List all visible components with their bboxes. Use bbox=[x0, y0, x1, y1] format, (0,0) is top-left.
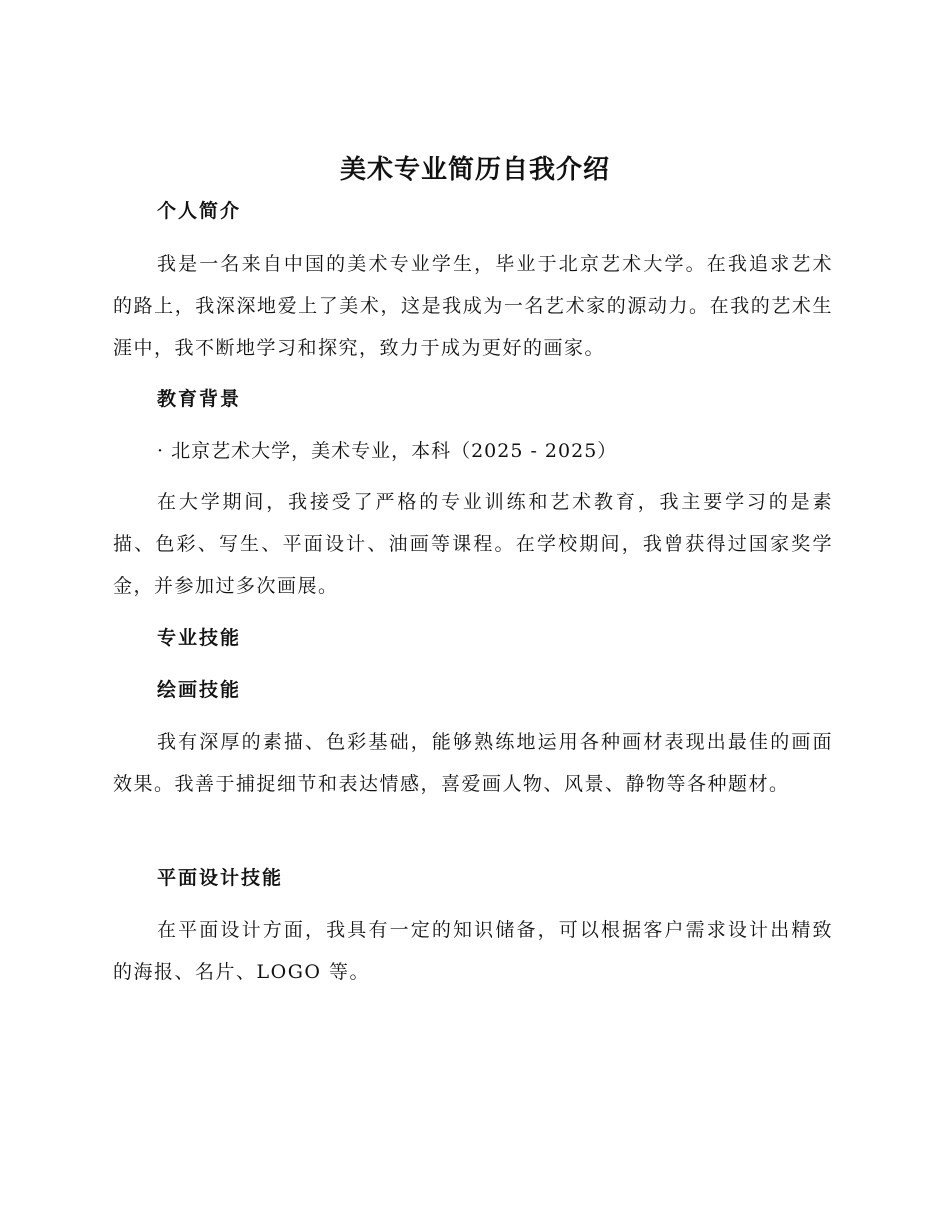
painting-paragraph: 我有深厚的素描、色彩基础，能够熟练地运用各种画材表现出最佳的画面效果。我善于捕捉细节和表达情感，喜爱画人物、风景、静物等各种题材。 bbox=[113, 731, 833, 795]
subsection-heading-painting: 绘画技能 bbox=[157, 679, 242, 701]
design-paragraph: 在平面设计方面，我具有一定的知识储备，可以根据客户需求设计出精致的海报、名片、LOGO 等。 bbox=[113, 919, 833, 983]
education-paragraph: 在大学期间，我接受了严格的专业训练和艺术教育，我主要学习的是素描、色彩、写生、平面设计、油画等课程。在学校期间，我曾获得过国家奖学金，并参加过多次画展。 bbox=[113, 491, 833, 597]
education-bullet: · 北京艺术大学，美术专业，本科（2025 - 2025） bbox=[157, 440, 618, 462]
section-heading-skills: 专业技能 bbox=[157, 627, 242, 649]
intro-paragraph: 我是一名来自中国的美术专业学生，毕业于北京艺术大学。在我追求艺术的路上，我深深地爱上了美术，这是我成为一名艺术家的源动力。在我的艺术生涯中，我不断地学习和探究，致力于成为更好的画家。 bbox=[113, 253, 833, 359]
section-heading-intro: 个人简介 bbox=[157, 200, 242, 222]
subsection-heading-design: 平面设计技能 bbox=[157, 867, 284, 889]
document-title: 美术专业简历自我介绍 bbox=[339, 155, 610, 185]
section-heading-education: 教育背景 bbox=[157, 388, 242, 410]
